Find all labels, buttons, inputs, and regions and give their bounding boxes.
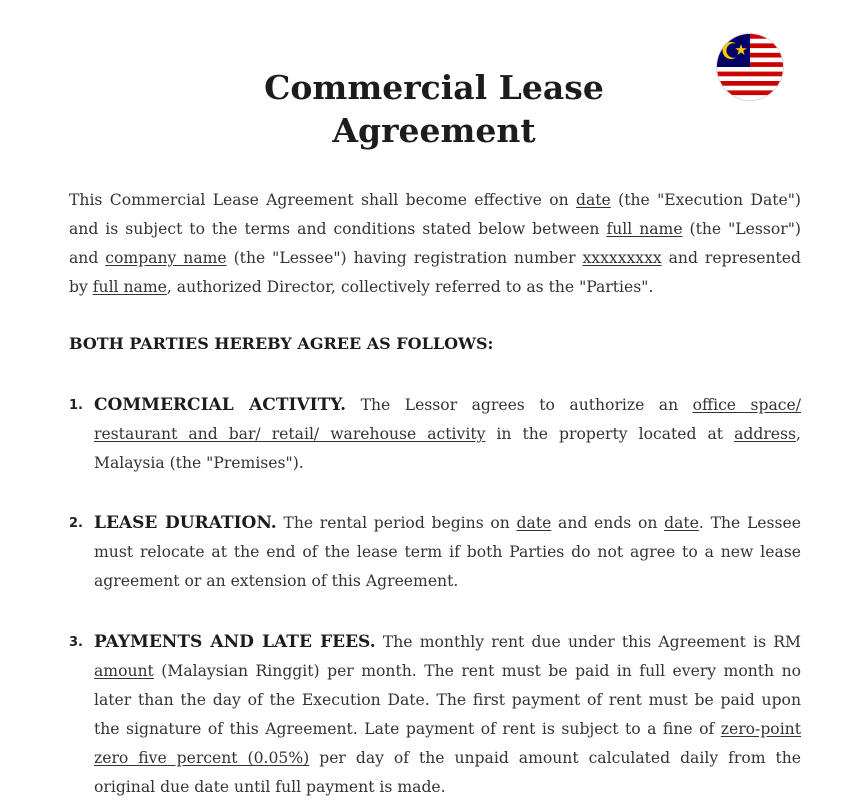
clause-text: . The Lessee must relocate at the end of the lease term if both Parties do not agree to a new lease agreement or an extension of this Agreement.: [94, 514, 801, 590]
clause-body: [94, 628, 801, 802]
field-company-name[interactable]: company name: [105, 249, 227, 267]
clause-text: in the property located at: [485, 425, 735, 443]
clause-text: and ends on: [551, 514, 665, 532]
clause-text: The rental period begins on: [276, 514, 517, 532]
intro-text: This Commercial Lease Agreement shall become effective on: [69, 191, 576, 209]
intro-text: and represented by: [69, 249, 801, 296]
clause-number: 3.: [69, 635, 83, 650]
section-heading: BOTH PARTIES HEREBY AGREE AS FOLLOWS:: [69, 334, 494, 353]
clause-commercial-activity: [69, 391, 801, 478]
field-registration-number[interactable]: xxxxxxxxx: [582, 249, 662, 267]
clause-number: 1.: [69, 398, 83, 413]
field-execution-date[interactable]: date: [575, 191, 611, 209]
clause-text: (Malaysian Ringgit) per month. The rent must be paid in full every month no later than the day of the Execution Date. The first payment of rent must be paid upon the signature of this Agreement. Late payment of rent is subject to a fine of: [94, 662, 801, 738]
clause-text: , Malaysia (the "Premises").: [94, 425, 801, 472]
intro-text: (the "Execution Date") and is subject to the terms and conditions stated below between: [69, 191, 801, 238]
clause-title: COMMERCIAL ACTIVITY.: [94, 395, 347, 415]
field-director-name[interactable]: full name: [92, 278, 167, 296]
intro-text: (the "Lessor") and: [69, 220, 801, 267]
field-end-date[interactable]: date: [664, 514, 699, 532]
field-start-date[interactable]: date: [516, 514, 552, 532]
clause-body: [94, 509, 801, 596]
clause-lease-duration: [69, 509, 801, 596]
clause-text: The Lessor agrees to authorize an: [346, 396, 693, 414]
intro-text: , authorized Director, collectively referred to as the "Parties".: [166, 278, 654, 296]
field-late-fee-rate[interactable]: zero-point zero five percent (0.05%): [94, 720, 801, 767]
intro-paragraph: [69, 186, 801, 302]
clause-body: [94, 391, 801, 478]
field-lessor-name[interactable]: full name: [606, 220, 683, 238]
title-line-2: Agreement: [332, 111, 536, 150]
field-activity-type[interactable]: office space/ restaurant and bar/ retail/ warehouse activity: [94, 396, 801, 443]
clause-title: LEASE DURATION.: [94, 513, 277, 533]
field-rent-amount[interactable]: amount: [94, 662, 154, 680]
title-line-1: Commercial Lease: [264, 68, 604, 107]
clause-text: The monthly rent due under this Agreement is RM: [375, 633, 801, 651]
document-title: [0, 66, 868, 152]
clause-payments-late-fees: [69, 628, 801, 802]
clause-number: 2.: [69, 516, 83, 531]
clause-text: per day of the unpaid amount calculated daily from the original due date until full payment is made.: [94, 749, 801, 796]
field-premises-address[interactable]: address: [734, 425, 797, 443]
clause-title: PAYMENTS AND LATE FEES.: [94, 632, 376, 652]
intro-text: (the "Lessee") having registration number: [226, 249, 583, 267]
